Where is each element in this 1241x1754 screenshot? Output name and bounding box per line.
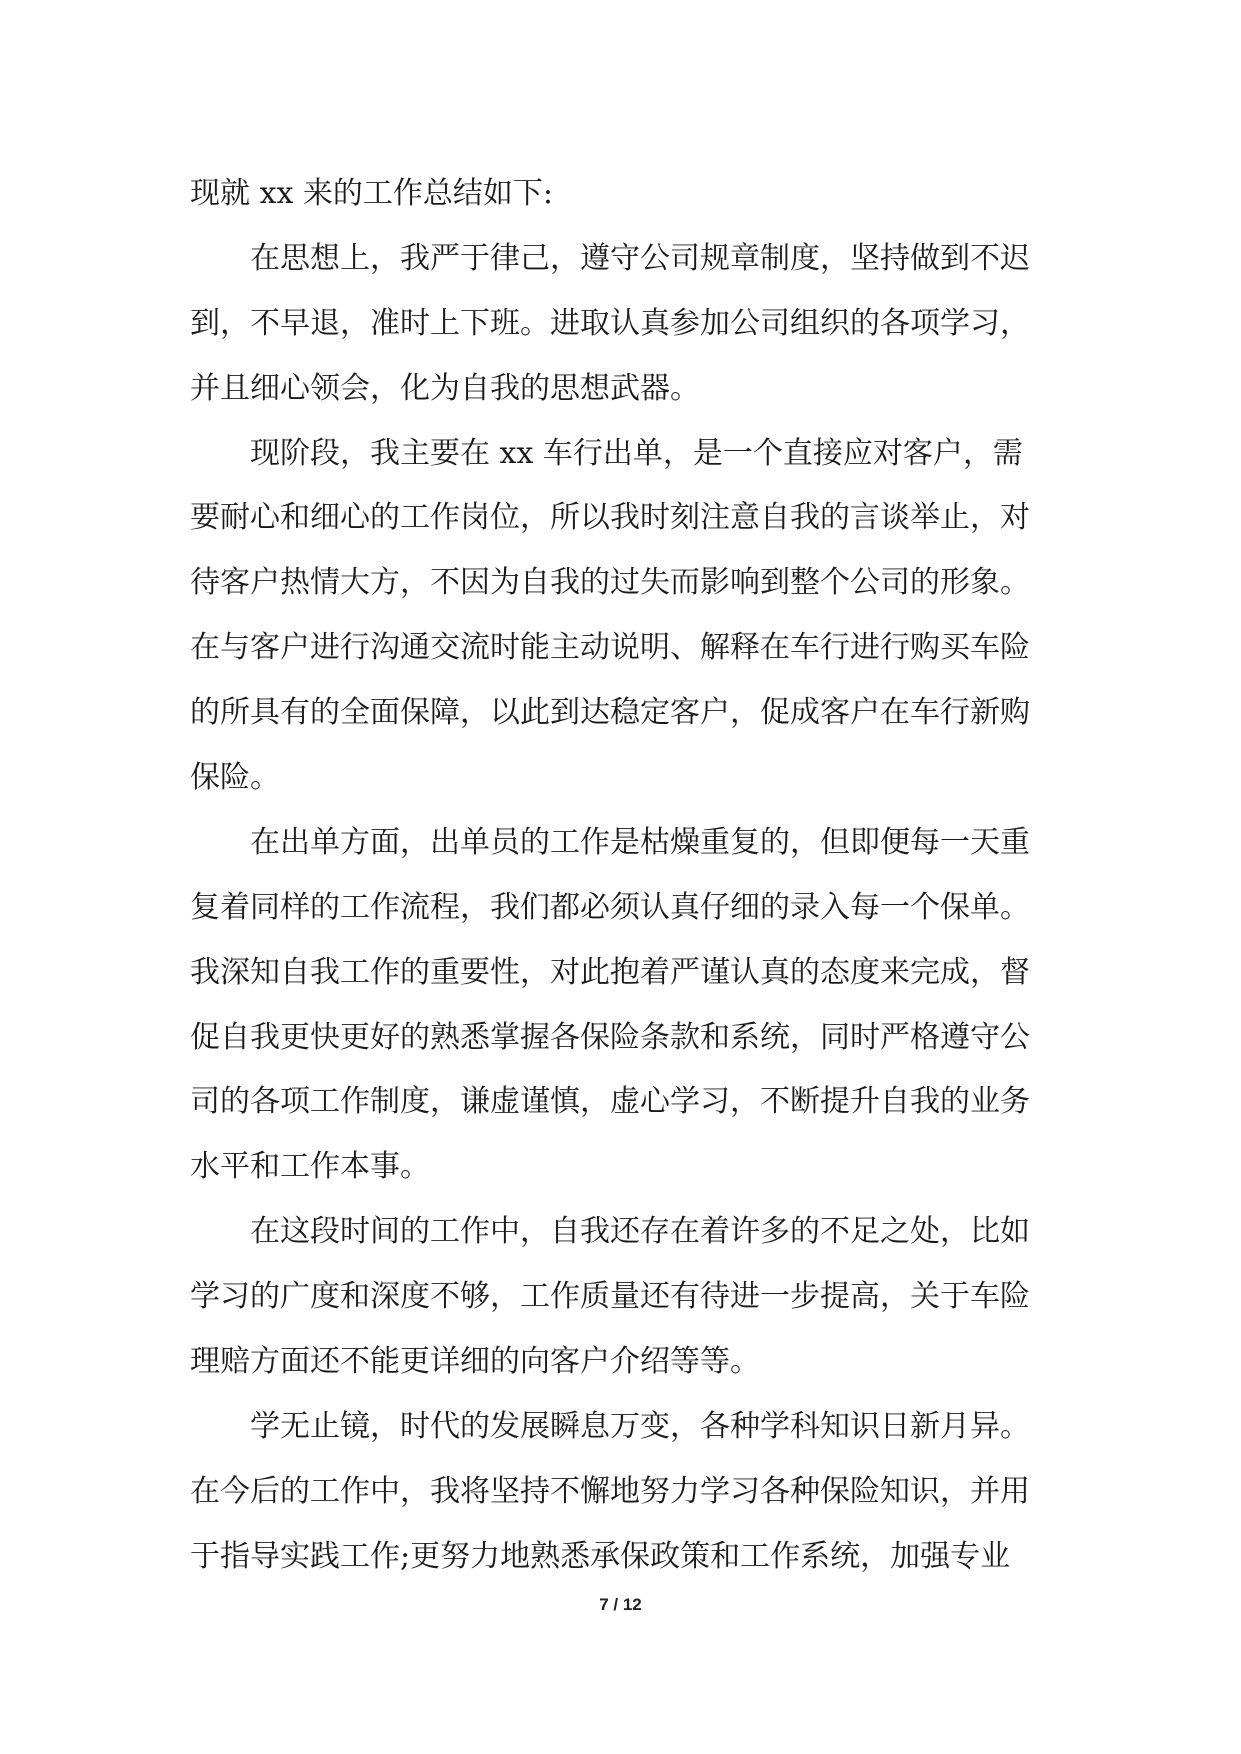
text-line: 促自我更快更好的熟悉掌握各保险条款和系统，同时严格遵守公 — [190, 1019, 1030, 1055]
text-line: 现阶段，我主要在 xx 车行出单，是一个直接应对客户，需 — [250, 435, 1023, 471]
text-line: 待客户热情大方，不因为自我的过失而影响到整个公司的形象。 — [190, 565, 1030, 601]
text-line: 我深知自我工作的重要性，对此抱着严谨认真的态度来完成，督 — [190, 954, 1030, 990]
text-line: 在今后的工作中，我将坚持不懈地努力学习各种保险知识，并用 — [190, 1473, 1030, 1509]
text-line: 在这段时间的工作中，自我还存在着许多的不足之处，比如 — [250, 1214, 1030, 1250]
text-line: 在思想上，我严于律己，遵守公司规章制度，坚持做到不迟 — [250, 240, 1030, 276]
text-line: 学无止镜，时代的发展瞬息万变，各种学科知识日新月异。 — [250, 1408, 1030, 1444]
text-line: 在出单方面，出单员的工作是枯燥重复的，但即便每一天重 — [250, 824, 1030, 860]
body-text — [190, 162, 1060, 1590]
page-number: 7 / 12 — [599, 1595, 642, 1614]
text-line: 并且细心领会，化为自我的思想武器。 — [190, 370, 700, 406]
text-line: 水平和工作本事。 — [190, 1149, 430, 1185]
text-line: 于指导实践工作;更努力地熟悉承保政策和工作系统，加强专业 — [190, 1538, 1011, 1574]
text-line: 的所具有的全面保障，以此到达稳定客户，促成客户在车行新购 — [190, 695, 1030, 731]
text-line: 要耐心和细心的工作岗位，所以我时刻注意自我的言谈举止，对 — [190, 500, 1030, 536]
text-line: 理赔方面还不能更详细的向客户介绍等等。 — [190, 1344, 760, 1380]
text-line: 现就 xx 来的工作总结如下: — [190, 176, 554, 211]
text-line: 司的各项工作制度，谦虚谨慎，虚心学习，不断提升自我的业务 — [190, 1084, 1030, 1120]
text-line: 学习的广度和深度不够，工作质量还有待进一步提高，关于车险 — [190, 1279, 1030, 1315]
text-line: 到，不早退，准时上下班。进取认真参加公司组织的各项学习， — [190, 305, 1030, 341]
text-line: 保险。 — [190, 760, 280, 796]
text-line: 复着同样的工作流程，我们都必须认真仔细的录入每一个保单。 — [190, 889, 1030, 925]
text-line: 在与客户进行沟通交流时能主动说明、解释在车行进行购买车险 — [190, 630, 1030, 666]
